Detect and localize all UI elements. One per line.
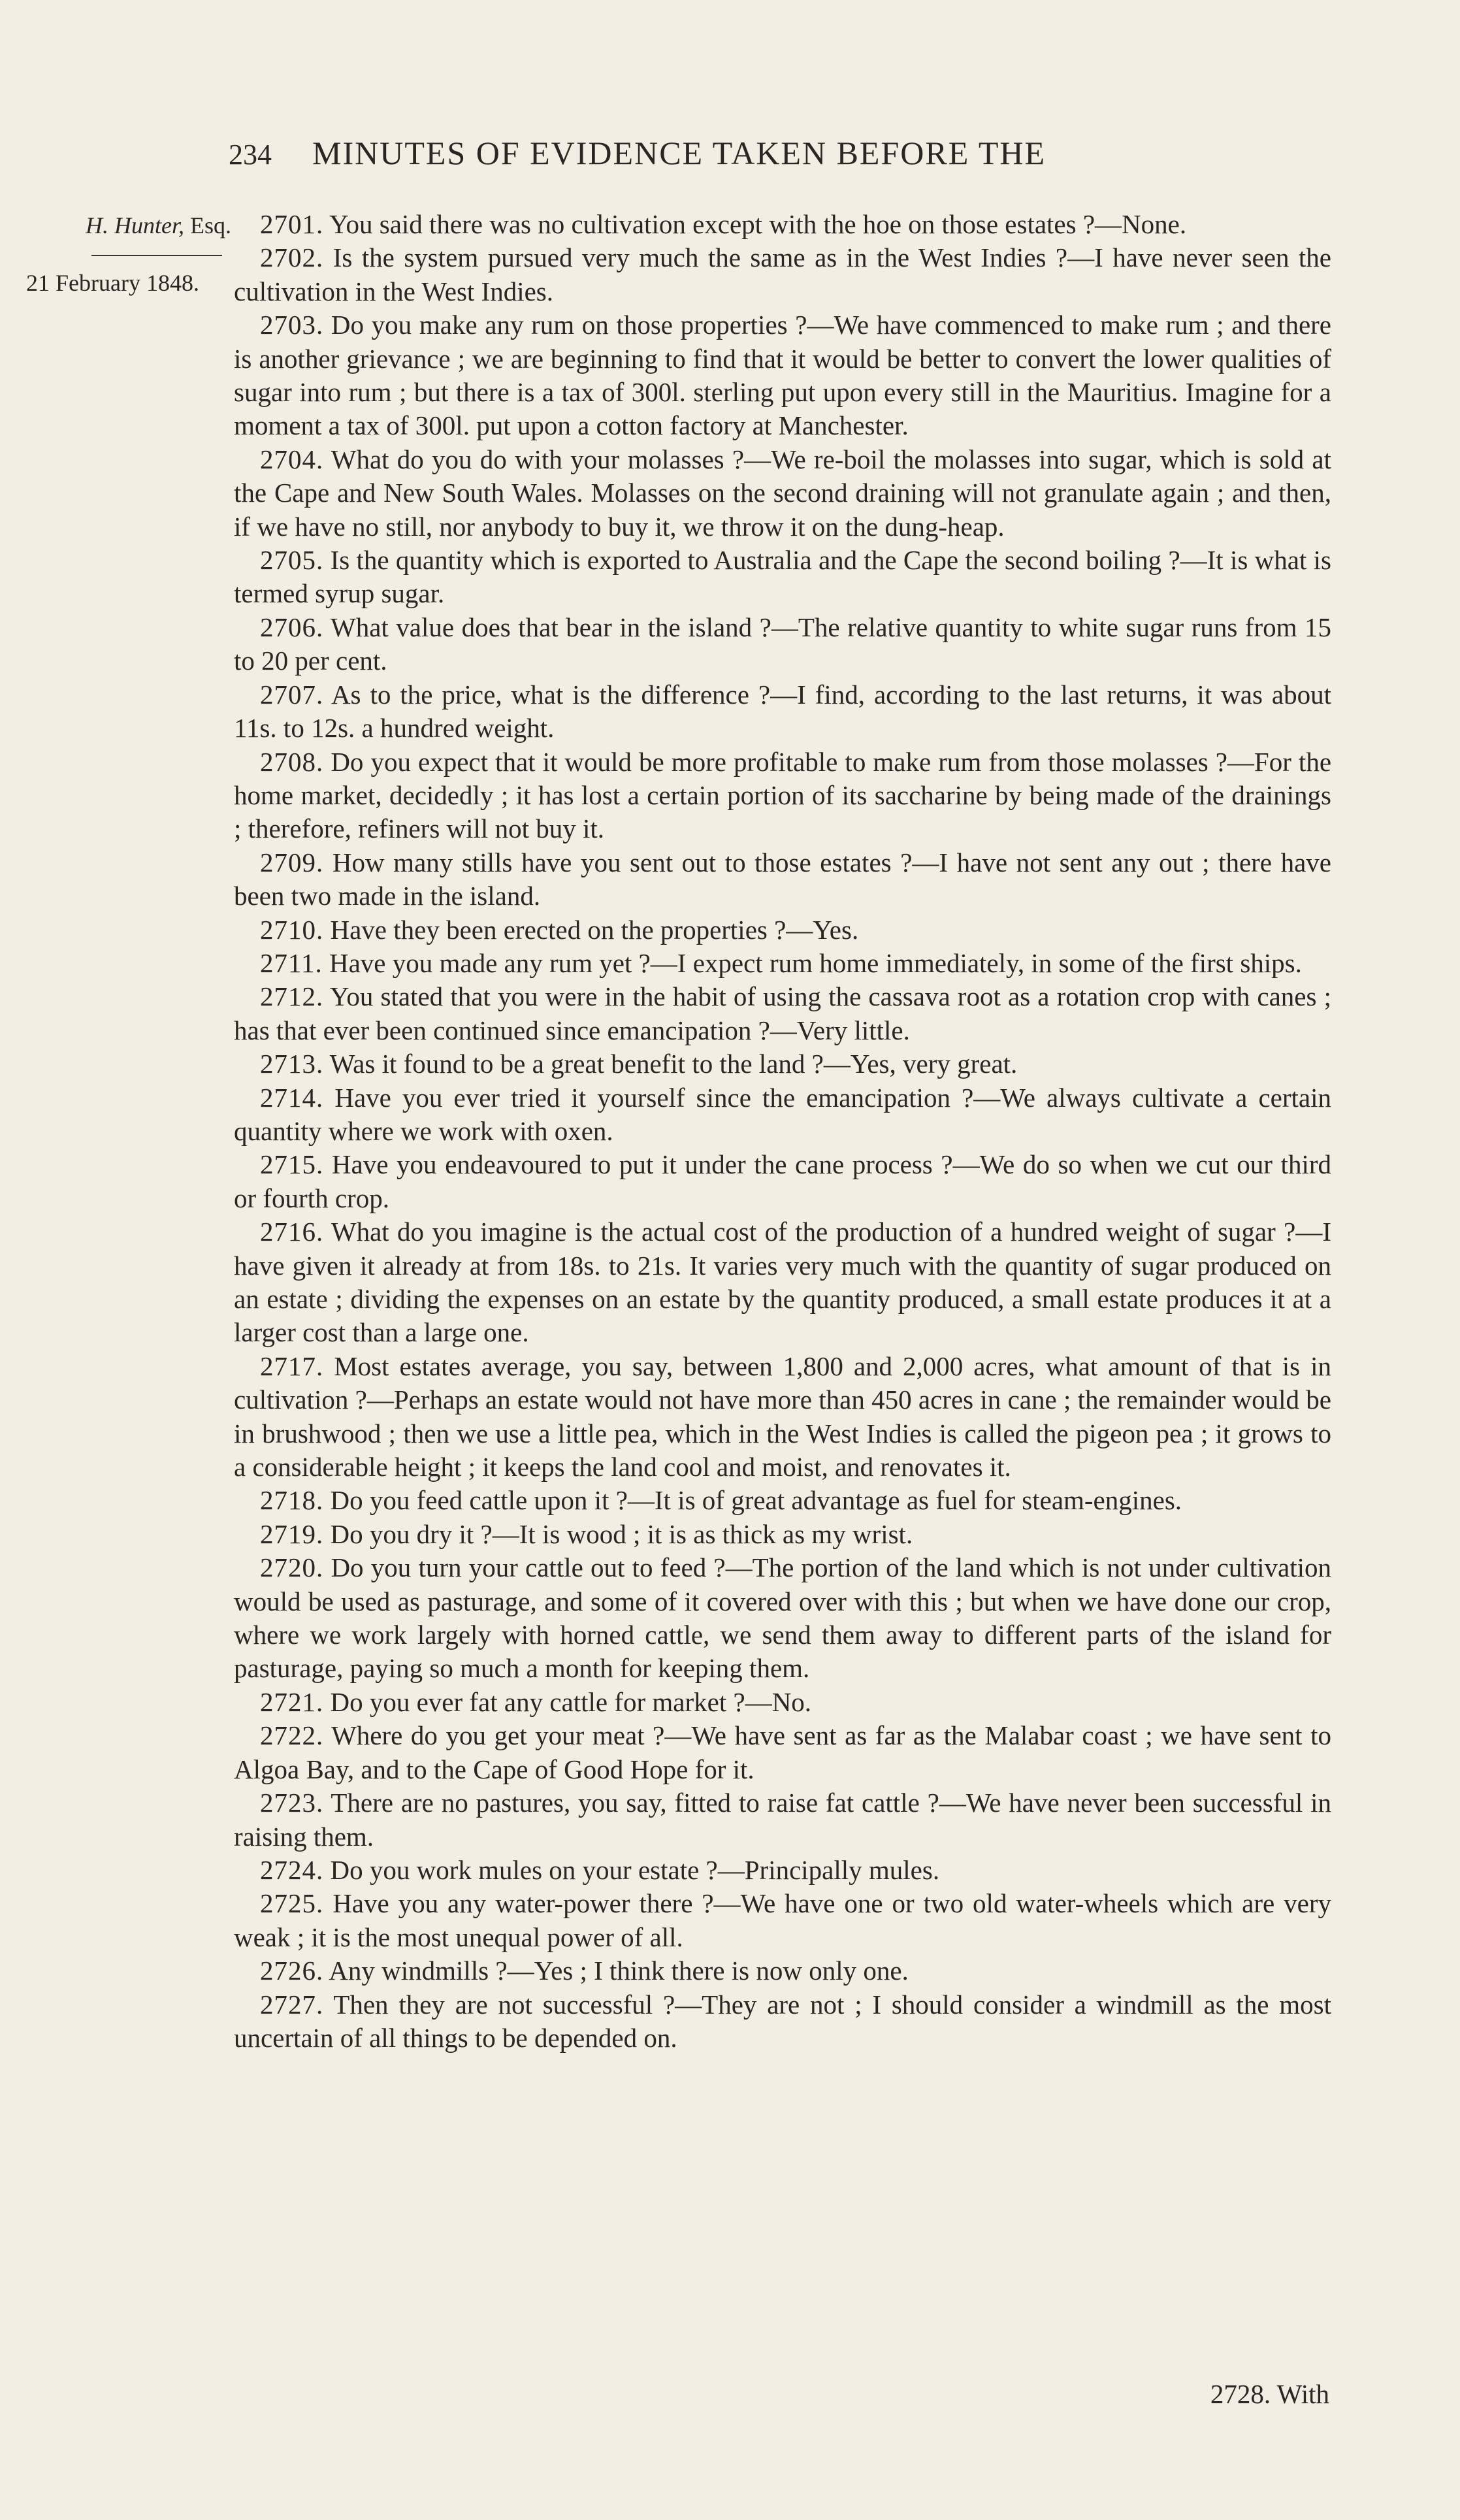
question-entry xyxy=(234,241,1331,308)
question-number: 2723. xyxy=(260,1788,324,1818)
question-number: 2710. xyxy=(260,914,324,945)
question-text: You said there was no cultivation except with the hoe on those estates ?—None. xyxy=(329,209,1187,239)
question-number: 2716. xyxy=(260,1217,324,1247)
question-text: Was it found to be a great benefit to the land ?—Yes, very great. xyxy=(329,1049,1018,1079)
evidence-date: 21 February 1848. xyxy=(26,270,199,296)
page-header xyxy=(229,134,1339,172)
question-entry xyxy=(234,1215,1331,1350)
question-text: Is the system pursued very much the same as in the West Indies ?—I have never seen the cultivation in the West Indies. xyxy=(234,242,1332,306)
question-text: There are no pastures, you say, fitted to raise fat cattle ?—We have never been successful in raising them. xyxy=(234,1788,1331,1852)
question-entry xyxy=(234,1988,1331,2055)
question-number: 2722. xyxy=(260,1720,324,1751)
question-text: Where do you get your meat ?—We have sent as far as the Malabar coast ; we have sent to Algoa Bay, and to the Cape of Good Hope for it. xyxy=(234,1720,1331,1784)
witness-name-italic: H. Hunter, xyxy=(86,212,184,238)
question-number: 2712. xyxy=(260,981,324,1012)
evidence-body xyxy=(234,208,1331,2055)
question-entry xyxy=(234,1786,1331,1854)
question-entry xyxy=(234,980,1331,1047)
question-text: Any windmills ?—Yes ; I think there is now only one. xyxy=(329,1955,909,1986)
page-number: 234 xyxy=(229,139,272,171)
question-entry xyxy=(234,1887,1331,1954)
question-text: What do you do with your molasses ?—We re-boil the molasses into sugar, which is sold at the Cape and New South Wales. Molasses on the second draining will not granulate again ; and then, if we have no still, nor anybody to buy it, we throw it on the dung-heap. xyxy=(234,444,1331,542)
question-text: Most estates average, you say, between 1,800 and 2,000 acres, what amount of that is in cultivation ?—Perhaps an estate would not have more than 450 acres in cane ; the remainder would be in brushwood ; then we use a little pea, which in the West Indies is called the pigeon pea ; it grows to a considerable height ; it keeps the land cool and moist, and renovates it. xyxy=(234,1350,1331,1482)
question-number: 2701. xyxy=(260,209,324,239)
question-entry xyxy=(234,1081,1331,1149)
question-text: Have you endeavoured to put it under the cane process ?—We do so when we cut our third or fourth crop. xyxy=(234,1149,1331,1213)
question-text: Then they are not successful ?—They are not ; I should consider a windmill as the most uncertain of all things to be depended on. xyxy=(234,1989,1331,2053)
question-text: Do you make any rum on those properties ?—We have commenced to make rum ; and there is another grievance ; we are beginning to find that it would be better to convert the lower qualities of sugar into rum ; but there is a tax of 300l. sterling put upon every still in the Mauritius. Imagine for a moment a tax of 300l. put upon a cotton factory at Manchester. xyxy=(234,310,1331,441)
question-entry xyxy=(234,1719,1331,1786)
question-entry xyxy=(234,678,1331,745)
question-entry xyxy=(234,913,1331,947)
question-number: 2727. xyxy=(260,1989,324,2020)
question-number: 2713. xyxy=(260,1049,324,1079)
question-entry xyxy=(234,1854,1331,1887)
question-text: Do you work mules on your estate ?—Principally mules. xyxy=(330,1854,940,1885)
question-entry xyxy=(234,443,1331,544)
question-text: Do you feed cattle upon it ?—It is of great advantage as fuel for steam-engines. xyxy=(330,1485,1182,1516)
question-number: 2705. xyxy=(260,545,324,576)
margin-divider xyxy=(91,255,222,256)
question-text: How many stills have you sent out to those estates ?—I have not sent any out ; there have been two made in the island. xyxy=(234,847,1331,911)
question-entry xyxy=(234,611,1331,678)
question-text: Have they been erected on the properties ?—Yes. xyxy=(330,914,859,945)
question-text: Have you made any rum yet ?—I expect rum home immediately, in some of the first ships. xyxy=(329,947,1302,978)
question-number: 2704. xyxy=(260,444,324,474)
question-entry xyxy=(234,1148,1331,1215)
question-number: 2724. xyxy=(260,1854,324,1885)
question-number: 2711. xyxy=(260,947,323,978)
question-entry xyxy=(234,1047,1331,1081)
question-number: 2702. xyxy=(260,242,324,273)
question-number: 2707. xyxy=(260,679,324,710)
question-number: 2726. xyxy=(260,1955,324,1986)
question-text: What do you imagine is the actual cost of the production of a hundred weight of sugar ?—I have given it already at from 18s. to 21s. It varies very much with the quantity of sugar produced on an estate ; dividing the expenses on an estate by the quantity produced, a small estate produces it at a larger cost than a large one. xyxy=(234,1217,1331,1348)
question-number: 2720. xyxy=(260,1552,324,1583)
question-text: As to the price, what is the difference ?—I find, according to the last returns, it was about 11s. to 12s. a hundred weight. xyxy=(234,679,1331,744)
question-entry xyxy=(234,1350,1331,1484)
question-entry xyxy=(234,208,1331,241)
question-entry xyxy=(234,1551,1331,1686)
question-text: Do you ever fat any cattle for market ?—No. xyxy=(330,1686,812,1717)
question-number: 2714. xyxy=(260,1082,324,1113)
question-text: Have you ever tried it yourself since the emancipation ?—We always cultivate a certain quantity where we work with oxen. xyxy=(234,1082,1331,1146)
question-entry xyxy=(234,846,1331,913)
witness-suffix: Esq. xyxy=(184,212,231,238)
question-number: 2719. xyxy=(260,1518,324,1549)
question-number: 2717. xyxy=(260,1350,324,1381)
question-text: What value does that bear in the island ?—The relative quantity to white sugar runs from 15 to 20 per cent. xyxy=(234,612,1331,676)
question-number: 2708. xyxy=(260,746,324,777)
question-number: 2718. xyxy=(260,1485,324,1516)
running-title: MINUTES OF EVIDENCE TAKEN BEFORE THE xyxy=(312,135,1046,171)
question-number: 2706. xyxy=(260,612,324,642)
catchword: 2728. With xyxy=(1210,2379,1329,2409)
question-entry xyxy=(234,947,1331,980)
question-text: Have you any water-power there ?—We have one or two old water-wheels which are very weak ; it is the most unequal power of all. xyxy=(234,1888,1332,1952)
question-entry xyxy=(234,544,1331,611)
witness-name xyxy=(26,208,235,243)
question-entry xyxy=(234,308,1331,443)
question-number: 2703. xyxy=(260,310,324,340)
question-text: Do you turn your cattle out to feed ?—The portion of the land which is not under cultivation would be used as pasturage, and some of it covered over with this ; but when we have done our crop, where we work largely with horned cattle, we send them away to different parts of the island for pasturage, paying so much a month for keeping them. xyxy=(234,1552,1332,1684)
question-number: 2709. xyxy=(260,847,324,877)
question-entry xyxy=(234,745,1331,846)
question-text: You stated that you were in the habit of using the cassava root as a rotation crop with canes ; has that ever been continued since emancipation ?—Very little. xyxy=(234,981,1331,1045)
question-number: 2725. xyxy=(260,1888,324,1919)
margin-note xyxy=(26,208,235,301)
question-text: Do you expect that it would be more profitable to make rum from those molasses ?—For the home market, decidedly ; it has lost a certain portion of its saccharine by being made of the drainings ; therefore, refiners will not buy it. xyxy=(234,746,1332,844)
question-entry xyxy=(234,1954,1331,1988)
question-text: Do you dry it ?—It is wood ; it is as thick as my wrist. xyxy=(330,1518,913,1549)
question-number: 2721. xyxy=(260,1686,324,1717)
question-text: Is the quantity which is exported to Australia and the Cape the second boiling ?—It is what is termed syrup sugar. xyxy=(234,545,1332,609)
question-number: 2715. xyxy=(260,1149,324,1180)
question-entry xyxy=(234,1686,1331,1719)
question-entry xyxy=(234,1484,1331,1517)
question-entry xyxy=(234,1518,1331,1551)
